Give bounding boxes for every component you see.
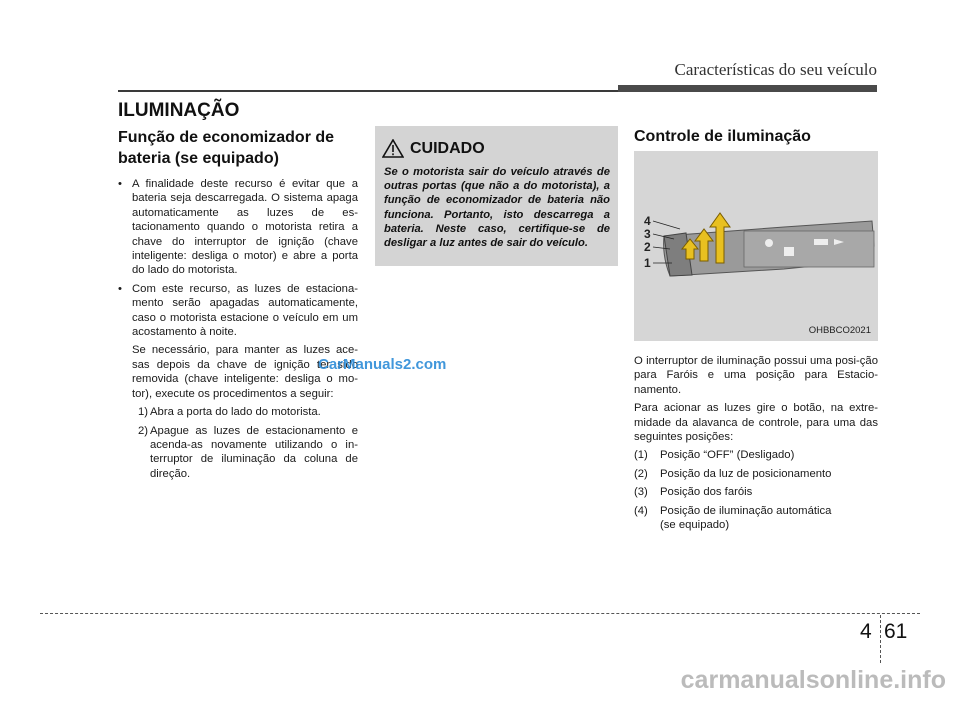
bullet-marker: • bbox=[118, 178, 122, 190]
watermark-footer: carmanualsonline.info bbox=[680, 666, 946, 694]
watermark-link[interactable]: CarManuals2.com bbox=[318, 356, 447, 373]
bullet-item bbox=[118, 177, 358, 278]
bullet-text: Com este recurso, as luzes de estaciona-mento serão apagadas automaticamente, caso o motorista estacione o veículo em um acostamento à noite. bbox=[132, 282, 358, 339]
position-text: Posição de iluminação automática bbox=[660, 504, 832, 517]
position-item bbox=[634, 485, 878, 499]
left-column bbox=[118, 127, 358, 481]
lighting-control-body bbox=[634, 354, 878, 532]
page-number: 61 bbox=[884, 620, 908, 643]
page-number-separator bbox=[880, 615, 881, 663]
step-number: 1) bbox=[138, 406, 149, 419]
header-divider bbox=[118, 90, 618, 92]
step-number: 2) bbox=[138, 424, 149, 437]
position-text: Posição dos faróis bbox=[660, 486, 753, 499]
position-number: (1) bbox=[634, 449, 648, 462]
warning-triangle-icon bbox=[382, 139, 404, 158]
position-text: Posição da luz de posicionamento bbox=[660, 467, 832, 480]
position-subtext: (se equipado) bbox=[660, 519, 730, 532]
footer-divider bbox=[40, 613, 920, 614]
running-header: Características do seu veículo bbox=[674, 60, 877, 79]
lighting-control-heading: Controle de iluminação bbox=[634, 128, 811, 145]
chapter-number: 4 bbox=[860, 620, 872, 643]
caution-title: CUIDADO bbox=[410, 139, 485, 157]
paragraph: O interruptor de iluminação possui uma posi-ção para Faróis e uma posição para Estacio-namento. bbox=[634, 355, 878, 396]
position-item bbox=[634, 504, 878, 533]
position-text: Posição “OFF” (Desligado) bbox=[660, 449, 795, 462]
step-item bbox=[118, 405, 358, 419]
battery-saver-body bbox=[118, 177, 358, 481]
figure-label-3: 3 bbox=[644, 227, 651, 241]
section-title: ILUMINAÇÃO bbox=[118, 100, 240, 121]
bullet-text: A finalidade deste recurso é evitar que a bateria seja descarregada. O sistema apaga automaticamente as luzes de es-tacionamento quando o motorista retira a chave do interruptor de ignição (chave inteligente: desliga o motor) e abre a porta do lado do motorista. bbox=[132, 178, 358, 277]
step-item bbox=[118, 424, 358, 482]
position-number: (2) bbox=[634, 467, 648, 480]
continuation-paragraph: Se necessário, para manter as luzes ace-sas depois da chave de ignição ter sido removida (chave inteligente: desliga o mo-tor), execute os procedimentos a seguir: bbox=[132, 344, 358, 400]
position-item bbox=[634, 448, 878, 462]
figure-caption: OHBBCO2021 bbox=[808, 325, 871, 336]
battery-saver-heading: Função de economizador de bateria (se equipado) bbox=[118, 129, 335, 167]
bullet-item bbox=[118, 282, 358, 340]
figure-label-4: 4 bbox=[644, 214, 651, 228]
step-text: Abra a porta do lado do motorista. bbox=[150, 406, 321, 419]
header-bar bbox=[618, 85, 877, 92]
caution-text: Se o motorista sair do veículo através de outras portas (que não a do motorista), a função de economizador de bateria não funciona. Portanto, isto descarrega a bateria. Neste caso, certifique-se de desligar a luz antes de sair do veículo. bbox=[384, 166, 610, 250]
position-item bbox=[634, 467, 878, 481]
position-number: (3) bbox=[634, 486, 648, 499]
figure-label-2: 2 bbox=[644, 240, 651, 254]
lighting-switch-illustration bbox=[634, 151, 878, 341]
bullet-marker: • bbox=[118, 282, 122, 295]
figure-label-1: 1 bbox=[644, 256, 651, 270]
position-number: (4) bbox=[634, 504, 648, 517]
paragraph: Para acionar as luzes gire o botão, na extre-midade da alavanca de controle, para uma das seguintes posições: bbox=[634, 402, 878, 444]
caution-header bbox=[382, 139, 485, 158]
step-text: Apague as luzes de estacionamento e acenda-as novamente utilizando o in-terruptor de iluminação da coluna de direção. bbox=[150, 424, 358, 480]
lighting-stalk-drawing bbox=[634, 151, 878, 341]
